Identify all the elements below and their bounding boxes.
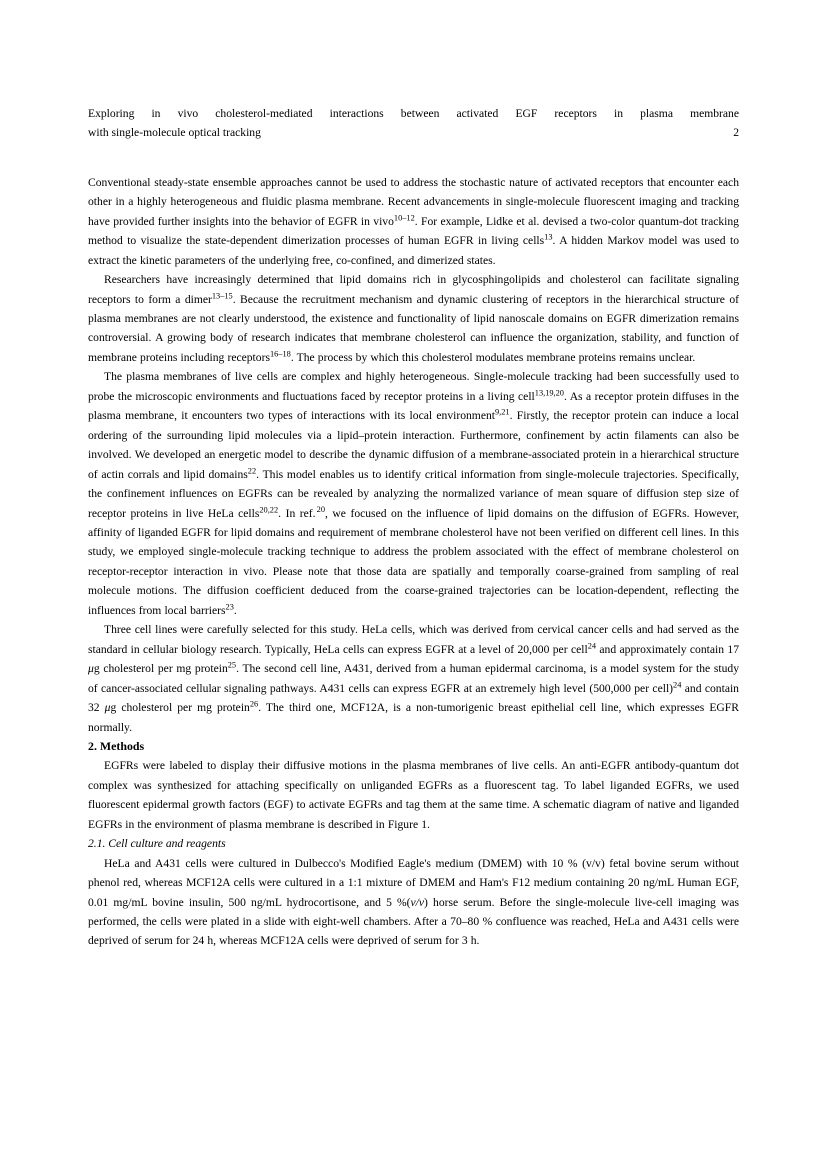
- citation-superscript: 26: [249, 699, 259, 709]
- text-run: , we focused on the influence of lipid domains on the diffusion of EGFRs. However, affinity of liganded EGFR for lipid domains and requirement of membrane cholesterol have not been verified on different cell lines. In this study, we employed single-molecule tracking technique to address the problem associated with the effect of membrane cholesterol on receptor-receptor interaction in vivo. Please note that those data are spatially and temporally coarse-grained from sampling of real molecule motions. The diffusion coefficient deduced from the coarse-grained trajectories can be location-dependent, reflecting the influences from local barriers: [88, 506, 739, 617]
- text-run: . As a receptor protein diffuses in the plasma membrane, it encounters two types of interactions with its local environment: [88, 389, 739, 423]
- italic-text: μ: [88, 662, 94, 676]
- body-text: [88, 173, 739, 951]
- text-run: . The process by which this cholesterol modulates membrane proteins remains unclear.: [290, 350, 696, 364]
- text-run: . Because the recruitment mechanism and dynamic clustering of receptors in the hierarchical structure of plasma membranes are not clearly understood, the existence and functionality of lipid nanoscale domains on EGFR dimerization remains controversial. A growing body of research indicates that membrane cholesterol can influence the organization, stability, and function of membrane proteins including receptors: [88, 292, 739, 364]
- citation-superscript: 25: [227, 660, 237, 670]
- citation-superscript: 23: [225, 602, 234, 612]
- paragraph-1: [88, 173, 739, 270]
- page-number: 2: [733, 126, 739, 140]
- paragraph-6: [88, 854, 739, 951]
- paragraph-5: [88, 756, 739, 834]
- italic-text: μ: [104, 701, 111, 715]
- text-run: The plasma membranes of live cells are complex and highly heterogeneous. Single-molecule tracking had been successfully used to probe the microscopic environments and fluctuations faced by receptor proteins in a living cell: [88, 370, 739, 403]
- citation-superscript: 13,19,20: [534, 388, 564, 398]
- section-heading-methods: 2. Methods: [88, 738, 145, 753]
- document-page: [88, 104, 739, 951]
- paragraph-3: [88, 367, 739, 620]
- text-run: g cholesterol per mg protein: [110, 701, 250, 715]
- citation-superscript: 16–18: [269, 349, 291, 359]
- text-run: . A hidden Markov model was used to extract the kinetic parameters of the underlying free, co-confined, and dimerized states.: [88, 234, 739, 267]
- text-run: Researchers have increasingly determined that lipid domains rich in glycosphingolipids and cholesterol can facilitate signaling receptors to form a dimer: [88, 273, 739, 306]
- text-run: HeLa and A431 cells were cultured in Dulbecco's Modified Eagle's medium (DMEM) with 10 % (v/v) fetal bovine serum without phenol red, whereas MCF12A cells were cultured in a 1:1 mixture of DMEM and Ham's F12 medium containing 20 ng/mL Human EGF, 0.01 mg/mL bovine insulin, 500 ng/mL hydrocortisone, and 5 %(: [88, 856, 739, 909]
- text-run: . This model enables us to identify critical information from single-molecule trajectories. Specifically, the confinement influences on EGFRs can be revealed by analyzing the normalized variance of mean square of diffusion step size of receptor proteins in live HeLa cells: [88, 467, 739, 520]
- text-run: . For example, Lidke et al. devised a two-color quantum-dot tracking method to visualize the state-dependent dimerization processes of human EGFR in living cells: [88, 214, 739, 248]
- text-run: EGFRs were labeled to display their diffusive motions in the plasma membranes of live cells. An anti-EGFR antibody-quantum dot complex was synthesized for attaching specifically on unliganded EGFRs as a fluorescent tag. To label liganded EGFRs, we used fluorescent epidermal growth factors (EGF) to activate EGFRs and tag them at the same time. A schematic diagram of native and liganded EGFRs in the environment of plasma membrane is described in Figure 1.: [88, 759, 739, 831]
- paragraph-2: [88, 270, 739, 367]
- text-run: and contain 32: [88, 681, 739, 715]
- text-run: Three cell lines were carefully selected for this study. HeLa cells, which was derived from cervical cancer cells and had served as the standard in cellular biology research. Typically, HeLa cells can express EGFR at a level of 20,000 per cell: [88, 623, 739, 656]
- text-run: ) horse serum. Before the single-molecule live-cell imaging was performed, the cells were plated in a slide with eight-well chambers. After a 70–80 % confluence was reached, HeLa and A431 cells were deprived of serum for 24 h, whereas MCF12A cells were deprived of serum for 3 h.: [88, 895, 739, 948]
- running-head-line-1: Exploring in vivo cholesterol-mediated interactions between activated EGF receptors in plasma membrane: [88, 107, 739, 120]
- citation-superscript: 13: [544, 232, 553, 242]
- citation-superscript: 20,22: [259, 505, 279, 515]
- subsection-heading-cell-culture: 2.1. Cell culture and reagents: [88, 837, 226, 851]
- citation-superscript: 10–12: [393, 213, 415, 223]
- text-run: and approximately contain 17: [596, 642, 739, 656]
- citation-superscript: 24: [673, 680, 682, 690]
- text-run: . Firstly, the receptor protein can induce a local ordering of the surrounding lipid molecules via a lipid–protein interaction. Furthermore, confinement by actin filaments can also be involved. We developed an energetic model to describe the dynamic diffusion of a membrane-associated protein in a hierarchical structure of actin corrals and lipid domains: [88, 409, 740, 481]
- text-run: . The third one, MCF12A, is a non-tumorigenic breast epithelial cell line, which expresses EGFR normally.: [88, 701, 739, 734]
- italic-text: v/v: [410, 895, 425, 909]
- citation-superscript: 20: [316, 505, 325, 515]
- text-run: Conventional steady-state ensemble approaches cannot be used to address the stochastic nature of activated receptors that encounter each other in a highly heterogeneous and fluidic plasma membrane. Recent advancements in single-molecule fluorescent imaging and tracking have provided further insights into the behavior of EGFR in vivo: [88, 175, 739, 228]
- running-head-title-cont: with single-molecule optical tracking: [88, 126, 261, 140]
- running-head: [88, 104, 739, 143]
- text-run: .: [233, 603, 237, 617]
- text-run: g cholesterol per mg protein: [93, 662, 228, 676]
- text-run: . In ref.: [278, 506, 316, 520]
- citation-superscript: 22: [247, 466, 257, 476]
- citation-superscript: 24: [587, 641, 597, 651]
- text-run: . The second cell line, A431, derived from a human epidermal carcinoma, is a model system for the study of cancer-associated cellular signaling pathways. A431 cells can express EGFR at an extremely high level (500,000 per cell): [88, 662, 739, 695]
- citation-superscript: 9,21: [494, 407, 510, 417]
- running-head-line-2: [88, 123, 739, 142]
- paragraph-4: [88, 620, 739, 737]
- citation-superscript: 13–15: [211, 291, 233, 301]
